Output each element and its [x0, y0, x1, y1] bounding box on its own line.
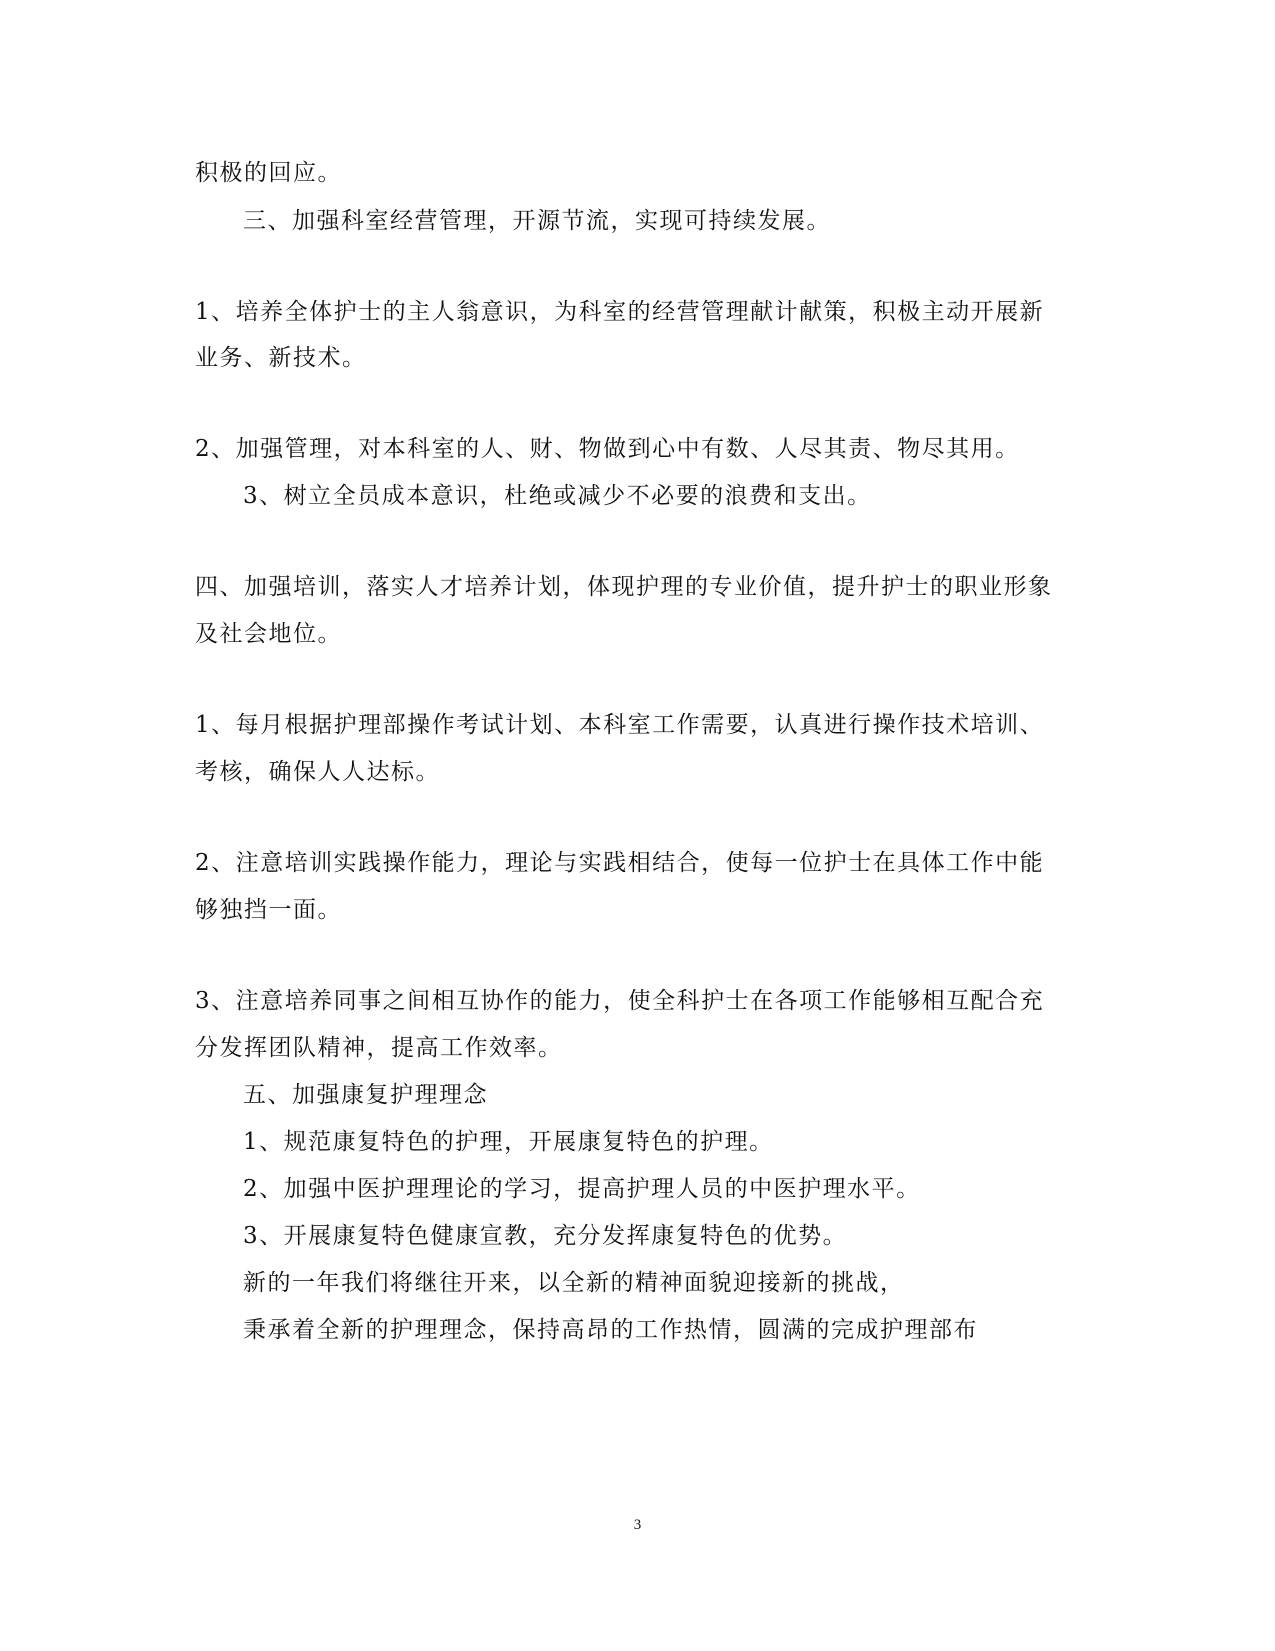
- paragraph-line: 秉承着全新的护理理念，保持高昂的工作热情，圆满的完成护理部布: [243, 1317, 978, 1343]
- paragraph-line: 及社会地位。: [195, 621, 342, 647]
- section-heading-5: 五、加强康复护理理念: [243, 1082, 488, 1108]
- paragraph-line: 2、加强管理，对本科室的人、财、物做到心中有数、人尽其责、物尽其用。: [195, 436, 1020, 462]
- paragraph-line: 业务、新技术。: [195, 345, 367, 371]
- paragraph-line: 3、注意培养同事之间相互协作的能力，使全科护士在各项工作能够相互配合充: [195, 988, 1045, 1014]
- paragraph-line: 2、加强中医护理理论的学习，提高护理人员的中医护理水平。: [243, 1176, 921, 1202]
- paragraph-line: 分发挥团队精神，提高工作效率。: [195, 1035, 563, 1061]
- paragraph-line: 新的一年我们将继往开来，以全新的精神面貌迎接新的挑战，: [243, 1270, 905, 1296]
- section-heading-4: 四、加强培训，落实人才培养计划，体现护理的专业价值，提升护士的职业形象: [195, 574, 1053, 600]
- paragraph-line: 够独挡一面。: [195, 897, 342, 923]
- paragraph-line: 1、规范康复特色的护理，开展康复特色的护理。: [243, 1129, 774, 1155]
- paragraph-line: 1、培养全体护士的主人翁意识，为科室的经营管理献计献策，积极主动开展新: [195, 299, 1045, 325]
- paragraph-line: 1、每月根据护理部操作考试计划、本科室工作需要，认真进行操作技术培训、: [195, 712, 1045, 738]
- paragraph-line: 3、开展康复特色健康宣教，充分发挥康复特色的优势。: [243, 1223, 848, 1249]
- paragraph-line: 考核，确保人人达标。: [195, 759, 440, 785]
- page-number: 3: [633, 1517, 642, 1533]
- paragraph-line: 2、注意培训实践操作能力，理论与实践相结合，使每一位护士在具体工作中能: [195, 850, 1045, 876]
- section-heading-3: 三、加强科室经营管理，开源节流，实现可持续发展。: [243, 208, 831, 234]
- paragraph-line: 积极的回应。: [195, 160, 342, 186]
- paragraph-line: 3、树立全员成本意识，杜绝或减少不必要的浪费和支出。: [243, 483, 872, 509]
